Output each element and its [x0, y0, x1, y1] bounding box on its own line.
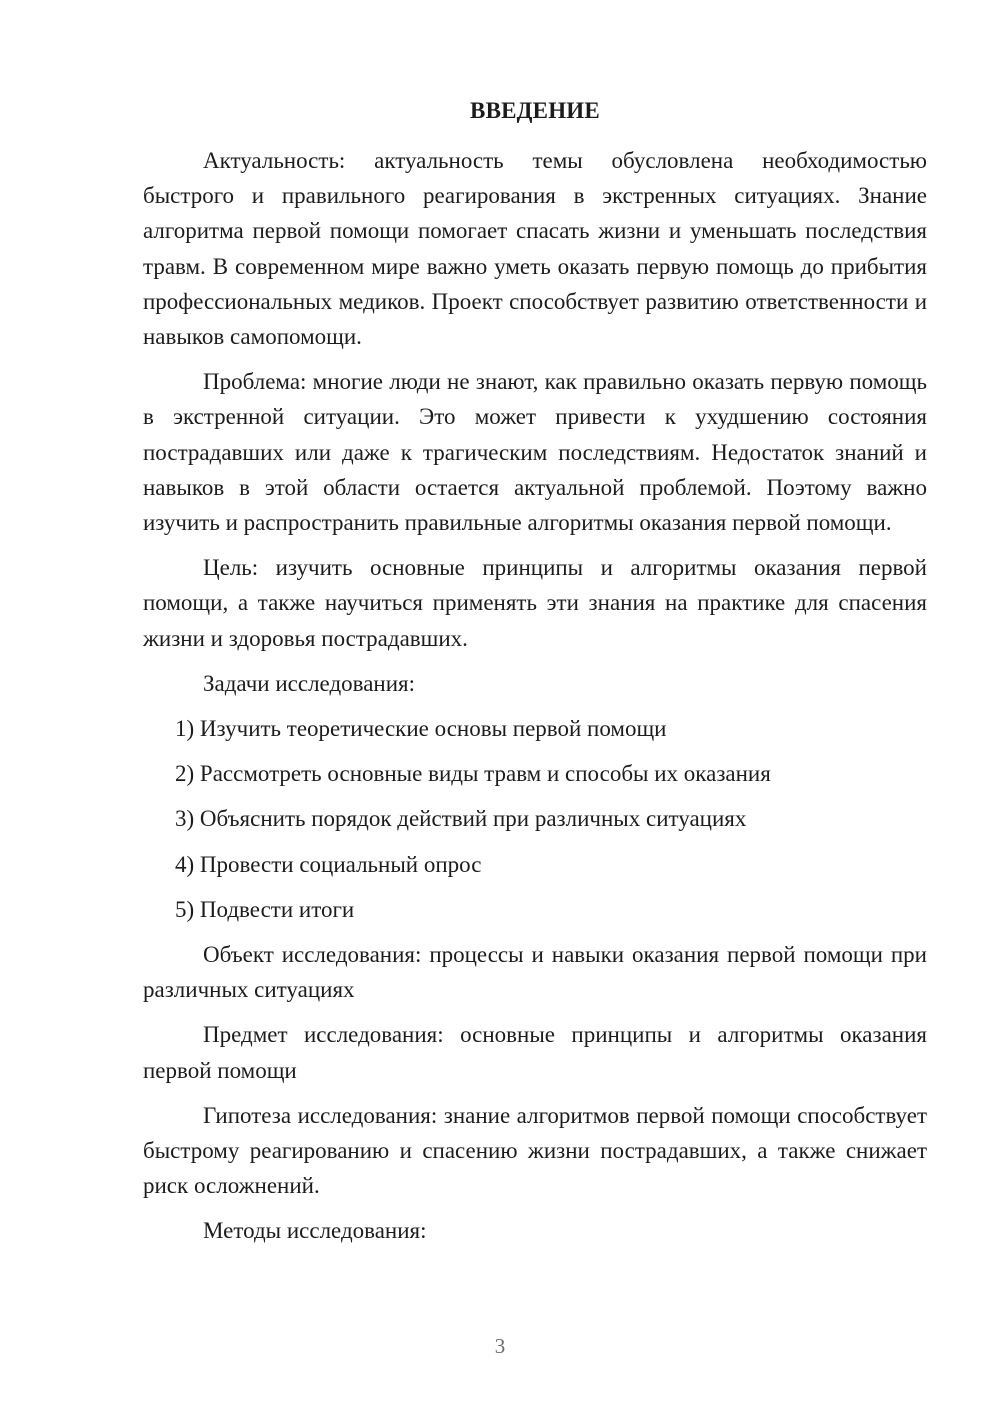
methods-heading: Методы исследования:: [203, 1218, 427, 1244]
list-item: 1) Изучить теоретические основы первой помощи: [175, 716, 667, 742]
paragraph-subject: Предмет исследования: основные принципы и алгоритмы оказания первой помощи: [143, 1022, 927, 1083]
page-number: 3: [494, 1334, 506, 1358]
list-item: 5) Подвести итоги: [175, 896, 355, 922]
list-item: 4) Провести социальный опрос: [175, 851, 482, 877]
list-item: 2) Рассмотреть основные виды травм и способы их оказания: [175, 761, 771, 787]
paragraph-goal: Цель: изучить основные принципы и алгоритмы оказания первой помощи, а также научиться применять эти знания на практике для спасения жизни и здоровья пострадавших.: [143, 555, 927, 651]
paragraph-hypothesis: Гипотеза исследования: знание алгоритмов первой помощи способствует быстрому реагированию и спасению жизни пострадавших, а также снижает риск осложнений.: [143, 1102, 927, 1199]
paragraph-object: Объект исследования: процессы и навыки оказания первой помощи при различных ситуациях: [143, 942, 927, 1003]
tasks-list: [143, 711, 927, 927]
page-title: ВВЕДЕНИЕ: [470, 98, 600, 123]
tasks-heading: Задачи исследования:: [203, 670, 416, 696]
document-body: [143, 143, 927, 1259]
list-item: 3) Объяснить порядок действий при различных ситуациях: [175, 806, 747, 832]
paragraph-relevance: Актуальность: актуальность темы обусловлена необходимостью быстрого и правильного реагирования в экстренных ситуациях. Знание алгоритма первой помощи помогает спасать жизни и уменьшать последствия травм. В современном мире важно уметь оказать первую помощь до прибытия профессиональных медиков. Проект способствует развитию ответственности и навыков самопомощи.: [143, 148, 927, 350]
paragraph-problem: Проблема: многие люди не знают, как правильно оказать первую помощь в экстренной ситуации. Это может привести к ухудшению состояния пострадавших или даже к трагическим последствиям. Недостаток знаний и навыков в этой области остается актуальной проблемой. Поэтому важно изучить и распространить правильные алгоритмы оказания первой помощи.: [143, 369, 927, 536]
